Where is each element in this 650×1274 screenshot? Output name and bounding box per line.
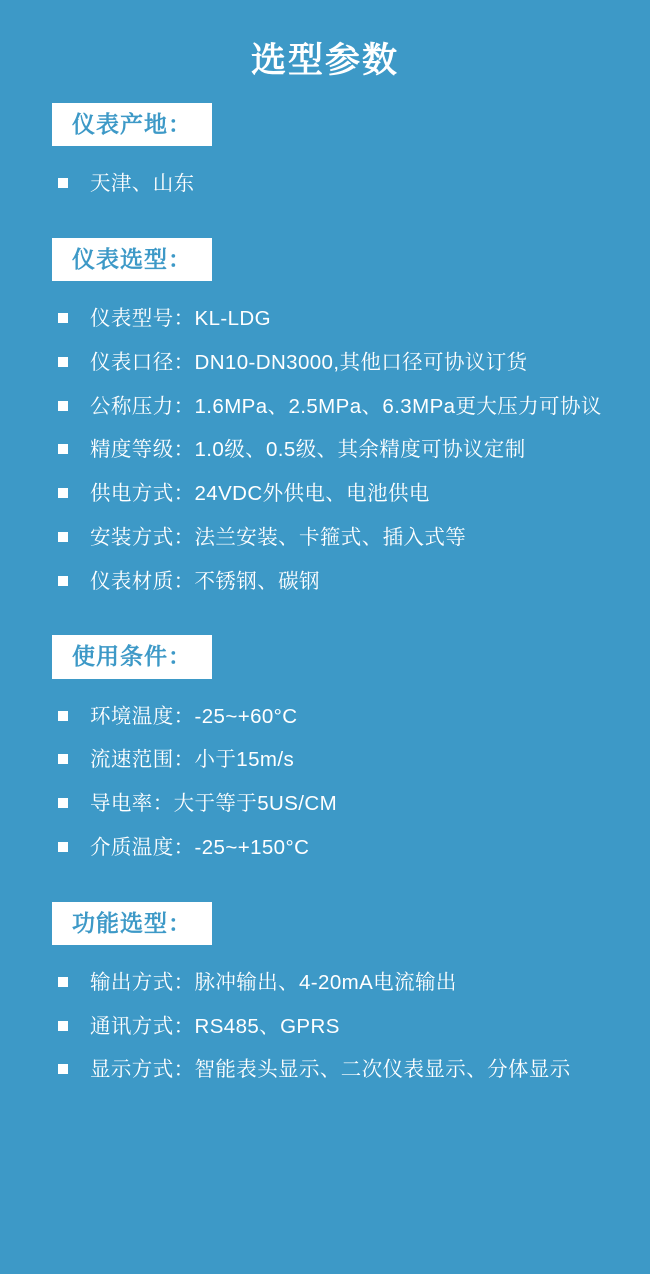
list-item-label: 环境温度：-25~+60°C: [90, 704, 298, 728]
list-item: [58, 472, 650, 516]
section-header-function-selection: 功能选型：: [52, 902, 212, 945]
list-item-label: 精度等级：1.0级、0.5级、其余精度可协议定制: [90, 438, 526, 462]
list-item-label: 仪表型号：KL-LDG: [90, 307, 271, 331]
list-item-label: 通讯方式：RS485、GPRS: [90, 1014, 340, 1038]
list-item: [58, 738, 650, 782]
section-items-function-selection: [0, 961, 650, 1092]
square-bullet-icon: [58, 711, 68, 721]
list-item: [58, 1048, 650, 1092]
square-bullet-icon: [58, 444, 68, 454]
list-item-label: 流速范围：小于15m/s: [90, 748, 295, 772]
list-item: [58, 782, 650, 826]
list-item: [58, 341, 650, 385]
list-item-label: 显示方式：智能表头显示、二次仪表显示、分体显示: [90, 1058, 571, 1082]
list-item: [58, 560, 650, 604]
section-items-instrument-origin: [0, 162, 650, 206]
list-item: [58, 961, 650, 1005]
page-title: 选型参数: [250, 41, 399, 80]
square-bullet-icon: [58, 977, 68, 987]
list-item: [58, 516, 650, 560]
list-item-label: 输出方式：脉冲输出、4-20mA电流输出: [90, 970, 457, 994]
list-item-label: 介质温度：-25~+150°C: [90, 835, 310, 859]
section-header-instrument-selection: 仪表选型：: [52, 238, 212, 281]
section-items-instrument-selection: [0, 297, 650, 603]
list-item: [58, 385, 650, 429]
section-items-operating-conditions: [0, 695, 650, 870]
section-instrument-selection: [0, 238, 650, 603]
square-bullet-icon: [58, 532, 68, 542]
square-bullet-icon: [58, 1021, 68, 1031]
spacer: [0, 870, 650, 892]
square-bullet-icon: [58, 1064, 68, 1074]
section-instrument-origin: [0, 103, 650, 206]
list-item-label: 导电率：大于等于5US/CM: [90, 792, 338, 816]
list-item: [58, 695, 650, 739]
list-item: [58, 297, 650, 341]
list-item-label: 供电方式：24VDC外供电、电池供电: [90, 482, 430, 506]
list-item: [58, 428, 650, 472]
square-bullet-icon: [58, 401, 68, 411]
list-item: [58, 1005, 650, 1049]
section-operating-conditions: [0, 635, 650, 869]
spacer: [0, 206, 650, 228]
list-item: [58, 826, 650, 870]
list-item: [58, 162, 650, 206]
list-item-label: 仪表口径：DN10-DN3000,其他口径可协议订货: [90, 351, 528, 375]
list-item-label: 公称压力：1.6MPa、2.5MPa、6.3MPa更大压力可协议: [90, 394, 602, 418]
list-item-label: 安装方式：法兰安装、卡箍式、插入式等: [90, 525, 467, 549]
square-bullet-icon: [58, 576, 68, 586]
list-item-label: 天津、山东: [90, 172, 195, 196]
section-function-selection: [0, 902, 650, 1092]
square-bullet-icon: [58, 754, 68, 764]
square-bullet-icon: [58, 842, 68, 852]
section-header-operating-conditions: 使用条件：: [52, 635, 212, 678]
square-bullet-icon: [58, 357, 68, 367]
square-bullet-icon: [58, 313, 68, 323]
square-bullet-icon: [58, 798, 68, 808]
list-item-label: 仪表材质：不锈钢、碳钢: [90, 569, 320, 593]
section-header-instrument-origin: 仪表产地：: [52, 103, 212, 146]
spacer: [0, 603, 650, 625]
square-bullet-icon: [58, 178, 68, 188]
square-bullet-icon: [58, 488, 68, 498]
